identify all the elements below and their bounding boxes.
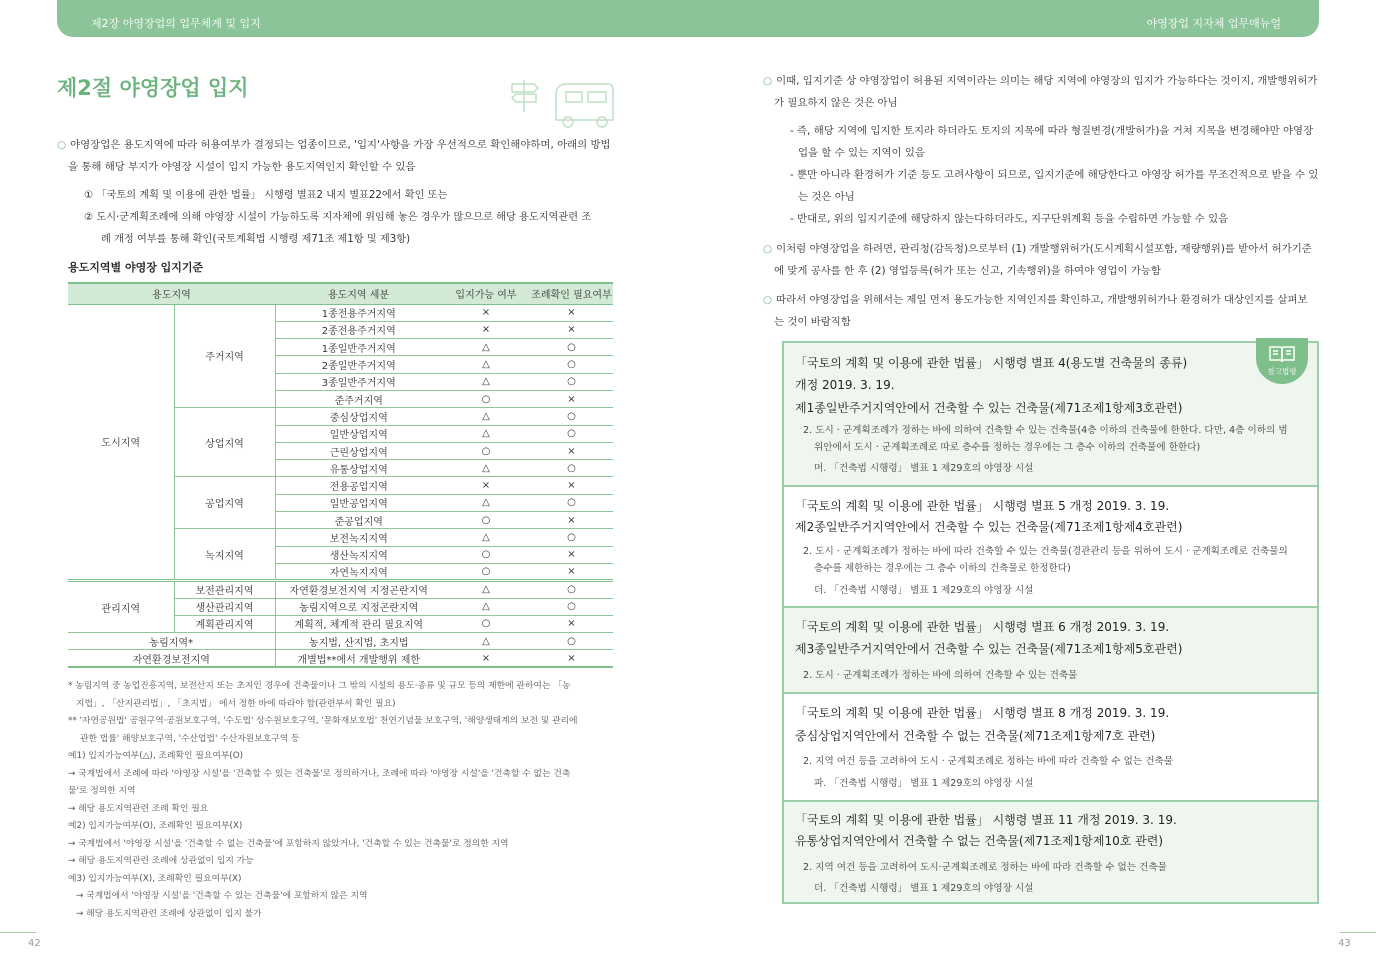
table-row: 1종일반주거지역 △ ○: [68, 339, 613, 356]
table-row: 생산녹지지역 ○ ×: [68, 546, 613, 563]
page-header: [57, 0, 1319, 37]
reference-item: 「국토의 계획 및 이용에 관한 법률」 시행령 별표 5 개정 2019. 3. 19. 제2종일반주거지역안에서 건축할 수 있는 건축물(제71조제1항제4호관련) 2. 도시 · 군계획조례가 정하는 바에 따라 건축할 수 있는 건축물(경관관리 등을 위하여 도시 · 군계획조례로 건축물의 층수를 제한하는 경우에는 그 층수 이하의 건축물로 한정한다) 더. 「건축법 시행령」 별표 1 제29호의 야영장 시설: [784, 487, 1317, 608]
table-row: 2종일반주거지역 △ ○: [68, 356, 613, 373]
table-row: 일반공업지역 △ ○: [68, 494, 613, 511]
intro-item-1: ① 「국토의 계획 및 이용에 관한 법률」 시행령 별표2 내지 별표22에서 확인 또는: [84, 190, 448, 201]
table-header-row: 용도지역 용도지역 세분 입지가능 여부 조례확인 필요여부: [68, 283, 613, 304]
page-line-left: [0, 932, 36, 933]
table-row: 2종전용주거지역 × ×: [68, 321, 613, 338]
table-title: 용도지역별 야영장 입지기준: [68, 261, 204, 274]
table-row: 관리지역 보전관리지역 자연환경보전지역 지정곤란지역 △ ○: [68, 581, 613, 598]
table-row: 계획관리지역 계획적, 체계적 관리 필요지역 ○ ×: [68, 615, 613, 632]
table-row: 근린상업지역 ○ ×: [68, 442, 613, 459]
table-row: 유통상업지역 △ ○: [68, 460, 613, 477]
table-row: 자연환경보전지역 개별법**에서 개발행위 제한 × ×: [68, 650, 613, 667]
table-row: 도시지역 주거지역 1종전용주거지역 × ×: [68, 304, 613, 321]
intro-paragraph: ○ 야영장업은 용도지역에 따라 허용여부가 결정되는 업종이므로, '입지'사항을 가장 우선적으로 확인해야하며, 아래의 방법 을 통해 해당 부지가 야영장 시설이 입지 가능한 용도지역인지 확인할 수 있음: [57, 139, 611, 173]
table-row: 준주거지역 ○ ×: [68, 390, 613, 407]
reference-item: 「국토의 계획 및 이용에 관한 법률」 시행령 별표 4(용도별 건축물의 종류) 개정 2019. 3. 19. 제1종일반주거지역안에서 건축할 수 있는 건축물(제71조제1항제3호관련) 2. 도시 · 군계획조례가 정하는 바에 의하여 건축할 수 있는 건축물(4층 이하의 건축물에 한한다. 다만, 4층 이하의 범 위안에서 도시 · 군계획조례로 따로 층수를 정하는 경우에는 그 층수 이하의 건축물에 한한다) 머. 「건축법 시행령」 별표 1 제29호의 야영장 시설: [784, 343, 1317, 487]
table-notes: * 농림지역 중 농업진흥지역, 보전산지 또는 초지인 경우에 건축물이나 그 밖의 시설의 용도·종류 및 규모 등의 제한에 관하여는 「농 지법」, 「산지관리법」, 「초지법」 에서 정한 바에 따라야 함(관련부서 확인 필요) ** '자연공원법' 공원구역·공원보호구역, '수도법' 상수원보호구역, '문화재보호법' 천연기념물 보호구역, '해양생태계의 보전 및 관리에 관한 법률' 해양보호구역, '수산업법' 수산자원보호구역 등 예1) 입지가능여부(△), 조례확인 필요여부(O) → 국계법에서 조례에 따라 '야영장 시설'을 '건축할 수 있는 건축물'로 정의하거나, 조례에 따라 '야영장 시설'을 '건축할 수 없는 건축 물'로 정의한 지역 → 해당 용도지역관련 조례 확인 필요 예2) 입지가능여부(O), 조례확인 필요여부(X) → 국계법에서 '야영장 시설'을 '건축할 수 없는 건축물'에 포함하지 않았거나, '건축할 수 있는 건축물'로 정의한 지역 → 해당 용도지역관련 조례에 상관없이 입지 가능 예3) 입지가능여부(X), 조례확인 필요여부(X) → 국계법에서 '야영장 시설'을 '건축할 수 있는 건축물'에 포함하지 않은 지역 → 해당 용도지역관련 조례에 상관없이 입지 불가: [68, 681, 578, 919]
intro-item-2: ② 도시·군계획조례에 의해 야영장 시설이 가능하도록 지자체에 위임해 놓은 경우가 많으므로 해당 용도지역관련 조: [84, 212, 592, 223]
table-row: 자연녹지지역 ○ ×: [68, 563, 613, 580]
right-paragraph-1: ○ 이때, 입지기준 상 야영장업이 허용된 지역이라는 의미는 해당 지역에 야영장의 입지가 가능하다는 것이지, 개발행위허가 가 필요하지 않은 것은 아님: [763, 75, 1318, 109]
book-icon: [1268, 344, 1296, 364]
table-row: 생산관리지역 농림지역으로 지정곤란지역 △ ○: [68, 598, 613, 615]
reference-item: 「국토의 계획 및 이용에 관한 법률」 시행령 별표 6 개정 2019. 3. 19. 제3종일반주거지역안에서 건축할 수 있는 건축물(제71조제1항제5호관련) 2. 도시 · 군계획조례가 정하는 바에 의하여 건축할 수 있는 건축물: [784, 608, 1317, 694]
table-row: 녹지지역 보전녹지지역 △ ○: [68, 529, 613, 546]
intro-list: ① 「국토의 계획 및 이용에 관한 법률」 시행령 별표2 내지 별표22에서 확인 또는 ② 도시·군계획조례에 의해 야영장 시설이 가능하도록 지자체에 위임해 놓은 경우가 많으므로 해당 용도지역관련 조 례 개정 여부를 통해 확인(국토계획법 시행령 제71조 제1항 및 제3항): [84, 185, 614, 251]
right-sublist: - 즉, 해당 지역에 입지한 토지라 하더라도 토지의 지목에 따라 형질변경(개발허가)을 거쳐 지목을 변경해야만 야영장 업을 할 수 있는 지역이 있음 - 뿐만 아니라 환경허가 기준 등도 고려사항이 되므로, 입지기준에 해당한다고 야영장 허가를 무조건적으로 받을 수 있 는 것은 아님 - 반대로, 위의 입지기준에 해당하지 않는다하더라도, 지구단위계획 등을 수립하면 가능할 수 있음: [790, 125, 1319, 225]
table-row: 준공업지역 ○ ×: [68, 512, 613, 529]
right-paragraph-2: ○ 이처럼 야영장업을 하려면, 관리청(감독청)으로부터 (1) 개발행위허가(도시계획시설포함, 재량행위)를 받아서 허가기준 에 맞게 공사를 한 후 (2) 영업등록(허가 또는 신고, 기속행위)을 하여야 영업이 가능함: [763, 243, 1312, 277]
table-row: 일반상업지역 △ ○: [68, 425, 613, 442]
reference-laws-box: [782, 341, 1319, 904]
table-row: 3종일반주거지역 △ ○: [68, 373, 613, 390]
page-number-left: 42: [28, 938, 41, 949]
table-row: 공업지역 전용공업지역 × ×: [68, 477, 613, 494]
section-title: 제2절 야영장업 입지: [57, 76, 249, 100]
page-number-right: 43: [1338, 938, 1351, 949]
table-row: 상업지역 중심상업지역 △ ○: [68, 408, 613, 425]
table-row: 농림지역* 농지법, 산지법, 초지법 △ ○: [68, 633, 613, 650]
manual-title: 야영장업 지자체 업무매뉴얼: [1146, 17, 1281, 30]
reference-item: 「국토의 계획 및 이용에 관한 법률」 시행령 별표 8 개정 2019. 3. 19. 중심상업지역안에서 건축할 수 없는 건축물(제71조제1항제7호 관련) 2. 지역 여건 등을 고려하여 도시 · 군계획조례로 정하는 바에 따라 건축할 수 없는 건축물 파. 「건축법 시행령」 별표 1 제29호의 야영장 시설: [784, 694, 1317, 802]
page-line-right: [1340, 932, 1376, 933]
right-paragraph-3: ○ 따라서 야영장업을 위해서는 제일 먼저 용도가능한 지역인지를 확인하고, 개발행위허가나 환경허가 대상인지를 살펴보 는 것이 바람직함: [763, 294, 1308, 328]
zoning-table: [68, 282, 613, 668]
chapter-title: 제2장 야영장업의 업무체계 및 입지: [91, 17, 261, 30]
camping-car-icon: [506, 72, 616, 130]
reference-item: 「국토의 계획 및 이용에 관한 법률」 시행령 별표 11 개정 2019. 3. 19. 유통상업지역안에서 건축할 수 없는 건축물(제71조제1항제10호 관련) 2. 지역 여건 등을 고려하여 도시·군계획조례로 정하는 바에 따라 건축할 수 없는 건축물 더. 「건축법 시행령」 별표 1 제29호의 야영장 시설: [784, 802, 1317, 902]
badge-label: 참고법령: [1267, 367, 1297, 376]
